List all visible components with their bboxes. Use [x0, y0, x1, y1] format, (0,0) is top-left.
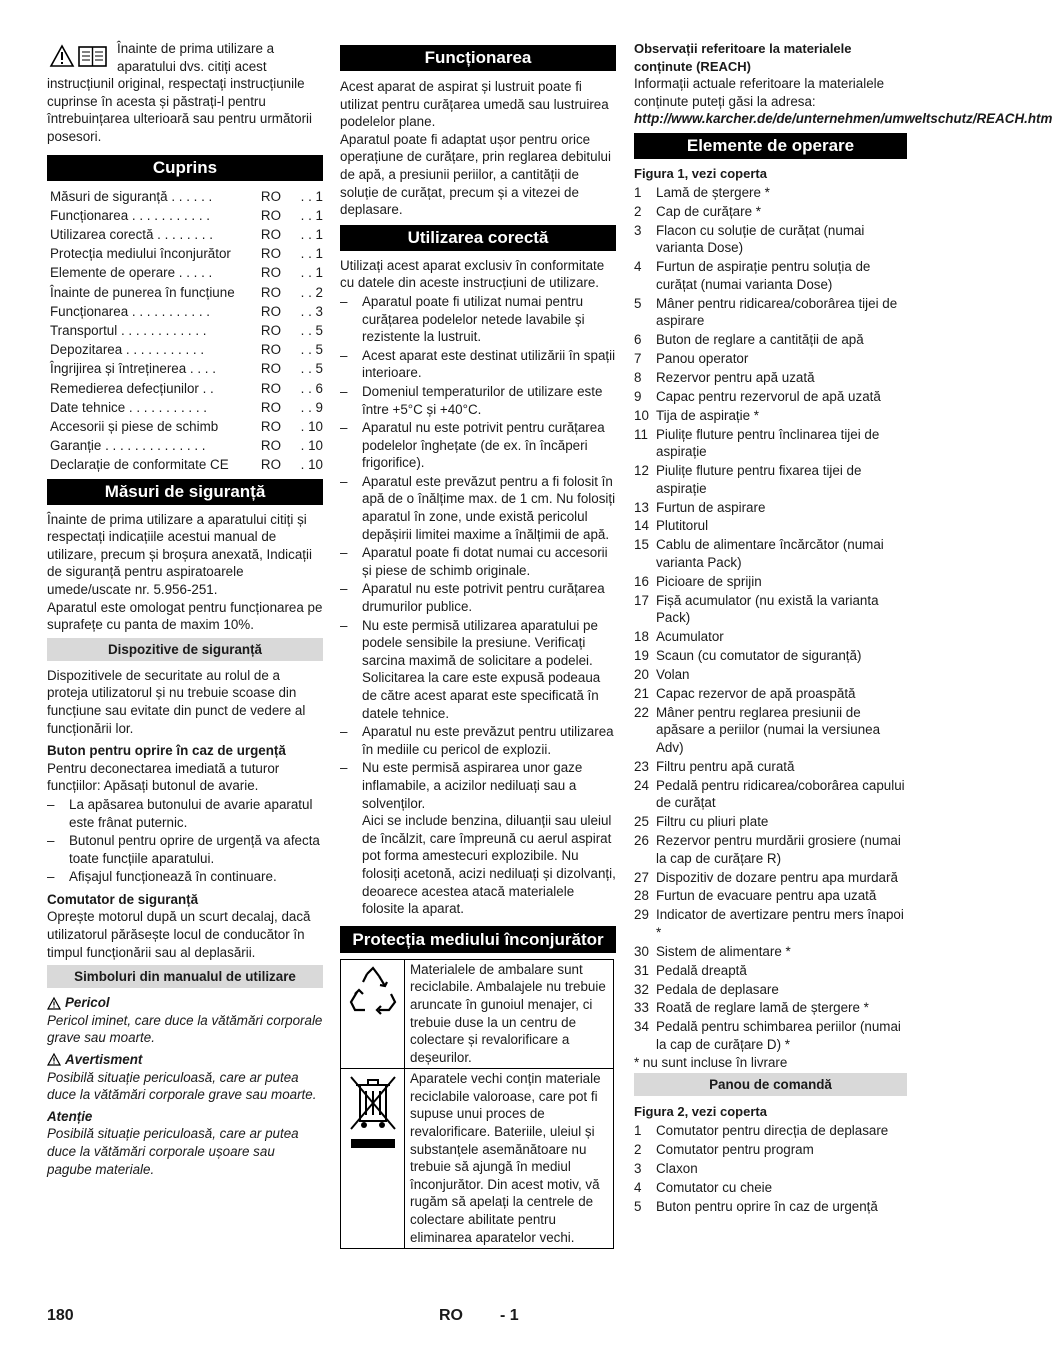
item-number: 26 [634, 833, 649, 849]
list-item [634, 331, 907, 349]
column-1 [47, 40, 323, 1178]
item-number: 16 [634, 573, 649, 589]
list-item: – Domeniul temperaturilor de utilizare este între +5°C și +40°C. [340, 383, 616, 418]
table-of-contents [47, 187, 323, 475]
item-number: 24 [634, 777, 649, 793]
footer-lang: RO [439, 1307, 463, 1324]
list-item [634, 832, 907, 867]
list-item: – Nu este permisă aspirarea unor gaze inflamabile, a acizilor nediluați sau a solvenților. [340, 759, 616, 812]
list-item [634, 499, 907, 517]
item-number: 9 [634, 388, 642, 404]
toc-lang: RO [260, 188, 281, 204]
list-item: – Butonul pentru oprire de urgență va afecta toate funcțiile aparatului. [47, 832, 323, 867]
list-item [634, 295, 907, 330]
toc-lang: RO [260, 246, 281, 262]
item-text: Buton de reglare a cantității de apă [656, 332, 864, 348]
toc-lang: RO [260, 322, 281, 338]
item-text: Furtun de evacuare pentru apa uzată [656, 888, 877, 904]
toc-page: . . 6 [300, 380, 323, 396]
table-row [341, 959, 614, 1069]
cuprins-heading: Cuprins [47, 155, 323, 181]
toc-label: Accesorii și piese de schimb [50, 419, 219, 434]
toc-page: . . 1 [300, 226, 323, 242]
list-item: – Afișajul funcționează în continuare. [47, 868, 323, 886]
list-item [634, 1122, 907, 1140]
item-text: Capac rezervor de apă proaspătă [656, 685, 856, 701]
item-number: 1 [634, 184, 642, 200]
item-number: 10 [634, 407, 649, 423]
toc-page: . . 5 [300, 322, 323, 338]
list-item [634, 1198, 907, 1216]
toc-row[interactable] [47, 283, 323, 302]
toc-page: . . 1 [300, 265, 323, 281]
protectia-table [340, 959, 614, 1250]
toc-page: . . 1 [300, 246, 323, 262]
pericol-label: Pericol [65, 995, 110, 1011]
item-text: Picioare de sprijin [656, 573, 762, 589]
item-text: Cap de curățare * [656, 203, 761, 219]
dispozitive-text: Dispozitivele de securitate au rolul de a proteja utilizatorul și nu trebuie scoase din funcțiune sau evitate din punct de vedere al funcționării lor. [47, 667, 306, 736]
list-item: – La apăsarea butonului de avarie aparatul este frânat puternic. [47, 796, 323, 831]
toc-label: Îngrijirea și întreținerea . . . . [50, 361, 216, 377]
list-item [634, 704, 907, 757]
toc-label: Funcționarea . . . . . . . . . . . [50, 303, 211, 319]
item-text: Comutator pentru direcția de deplasare [656, 1123, 889, 1139]
toc-lang: RO [260, 207, 281, 223]
list-item [634, 813, 907, 831]
item-text: Capac pentru rezervorul de apă uzată [656, 388, 881, 404]
toc-label: Elemente de operare . . . . . [50, 265, 213, 281]
intro-text: Înainte de prima utilizare a aparatului dvs. citiți acest instrucțiunil original, respectați instrucțiunile cuprinse în acesta și păstrați-l pentru întrebuințarea ulterioară sau pentru următorii posesori. [47, 41, 312, 144]
toc-lang: RO [260, 303, 281, 319]
item-text: Scaun (cu comutator de siguranță) [656, 648, 862, 664]
list-item [634, 573, 907, 591]
list-item: – Aparatul nu este potrivit pentru curățarea drumurilor publice. [340, 580, 616, 615]
item-text: Indicator de avertizare pentru mers înapoi * [656, 907, 904, 940]
toc-row[interactable] [47, 359, 323, 378]
item-text: Piulițe fluture pentru fixarea tijei de aspirație [656, 463, 862, 496]
toc-page: . . 5 [300, 361, 323, 377]
item-number: 19 [634, 648, 649, 664]
item-number: 18 [634, 629, 649, 645]
item-text: Rezervor pentru murdării grosiere (numai la cap de curățare R) [656, 833, 901, 866]
item-number: 2 [634, 1141, 642, 1157]
warning-book-icon [49, 44, 109, 68]
list-item: – Aparatul nu este potrivit pentru curățarea podelelor înghețate (de ex. în încăperi frigorifice). [340, 419, 616, 472]
item-text: Mâner pentru ridicarea/coborârea tijei de aspirare [656, 295, 898, 329]
item-number: 21 [634, 685, 649, 701]
elemente-list [634, 184, 907, 1054]
masuri-p2: Aparatul este omologat pentru funcționarea pe suprafețe cu panta de maxim 10%. [47, 599, 323, 633]
toc-label: Transportul . . . . . . . . . . . . [50, 322, 207, 338]
table-row [341, 1069, 614, 1249]
toc-label: Funcționarea . . . . . . . . . . . [50, 207, 211, 223]
item-number: 3 [634, 222, 642, 238]
item-text: Filtru cu pliuri plate [656, 814, 769, 830]
item-number: 4 [634, 1179, 642, 1195]
toc-label: Remedierea defecțiunilor . . [50, 380, 214, 396]
masuri-heading: Măsuri de siguranță [47, 479, 323, 505]
item-text: Pedală pentru ridicarea/coborârea capului de curățat [656, 777, 905, 811]
toc-lang: RO [260, 380, 281, 396]
list-item [634, 758, 907, 776]
item-number: 30 [634, 943, 649, 959]
item-number: 23 [634, 758, 649, 774]
list-item [634, 258, 907, 293]
list-item [634, 962, 907, 980]
list-item [634, 203, 907, 221]
list-item: – Aparatul poate fi dotat numai cu accesorii și piese de schimb originale. [340, 544, 616, 579]
comutator-heading: Comutator de siguranță [47, 891, 199, 907]
toc-row[interactable] [47, 379, 323, 398]
recycle-icon [347, 966, 399, 1016]
item-number: 14 [634, 518, 649, 534]
toc-label: Date tehnice . . . . . . . . . . . [50, 399, 208, 415]
toc-page: . . 1 [300, 207, 323, 223]
panou-heading: Panou de comandă [634, 1073, 907, 1096]
list-item: – Acest aparat este destinat utilizării în spații interioare. [340, 347, 616, 382]
toc-lang: RO [260, 265, 281, 281]
item-number: 5 [634, 295, 642, 311]
list-item [634, 869, 907, 887]
avertisment-heading [47, 1051, 323, 1069]
item-text: Panou operator [656, 350, 749, 366]
toc-page: . 10 [300, 438, 323, 454]
list-item [634, 1160, 907, 1178]
item-text: Volan [656, 666, 690, 682]
item-text: Plutitorul [656, 518, 709, 534]
list-item [634, 943, 907, 961]
atentie-text: Posibilă situație periculoasă, care ar putea duce la vătămări corporale ușoare sau pagube materiale. [47, 1126, 299, 1177]
reach-text: Informații actuale referitoare la materialele conținute puteți găsi la adresa: [634, 76, 885, 109]
item-text: Pedala de deplasare [656, 981, 779, 997]
toc-label: Declarație de conformitate CE [50, 457, 229, 473]
item-number: 28 [634, 888, 649, 904]
toc-lang: RO [260, 342, 281, 358]
list-item [634, 462, 907, 497]
item-text: Pedală pentru schimbarea periilor (numai la cap de curățare D) * [656, 1019, 901, 1052]
item-number: 29 [634, 907, 649, 923]
item-number: 11 [634, 426, 648, 442]
item-number: 17 [634, 592, 649, 608]
reach-heading: Observații referitoare la materialele conținute (REACH) [634, 41, 852, 74]
item-text: Furtun de aspirație pentru soluția de curățat (numai varianta Dose) [656, 259, 871, 292]
item-text: Buton pentru oprire în caz de urgență [656, 1198, 878, 1214]
utilizarea-list [340, 293, 616, 812]
item-text: Mâner pentru reglarea presiunii de apăsare a periilor (numai la versiunea Adv) [656, 704, 881, 755]
toc-page: . 10 [300, 457, 323, 473]
item-text: Roată de reglare lamă de ștergere * [656, 1000, 869, 1016]
list-item [634, 592, 907, 627]
toc-label: Măsuri de siguranță . . . . . . [50, 188, 213, 204]
item-text: Lamă de ștergere * [656, 184, 770, 200]
crossed-bin-icon [347, 1075, 399, 1151]
list-item [634, 536, 907, 571]
toc-lang: RO [260, 438, 281, 454]
item-text: Filtru pentru apă curată [656, 758, 795, 774]
list-item [634, 887, 907, 905]
toc-row[interactable] [47, 244, 323, 263]
crossed-bin-text: Aparatele vechi conțin materiale reciclabile valoroase, care pot fi supuse unui proces de revalorificare. Bateriile, uleiul și substanțele asemănătoare nu trebuie să ajungă în mediul înconjurător. Din acest motiv, vă rugăm să apelați la centrele de colectare abilitate pentru eliminarea aparatelor vechi. [405, 1069, 614, 1249]
warning-triangle-icon [47, 1053, 61, 1066]
toc-row[interactable] [47, 398, 323, 417]
buton-urgenta-text: Pentru deconectarea imediată a tuturor funcțiilor: Apăsați butonul de avarie. [47, 760, 280, 794]
toc-row[interactable] [47, 263, 323, 282]
item-number: 3 [634, 1160, 642, 1176]
item-number: 8 [634, 369, 642, 385]
toc-row[interactable] [47, 302, 323, 321]
elemente-heading: Elemente de operare [634, 133, 907, 159]
toc-lang: RO [260, 226, 281, 242]
list-item [634, 1141, 907, 1159]
toc-label: Utilizarea corectă . . . . . . . . [50, 226, 213, 242]
list-item [634, 388, 907, 406]
elemente-note: * nu sunt incluse în livrare [634, 1054, 788, 1070]
list-item [634, 685, 907, 703]
toc-row[interactable] [47, 436, 323, 455]
item-text: Tija de aspirație * [656, 407, 759, 423]
toc-lang: RO [260, 284, 281, 300]
reach-link[interactable]: http://www.karcher.de/de/unternehmen/umweltschutz/REACH.htm [634, 111, 1052, 127]
item-number: 20 [634, 666, 649, 682]
toc-row[interactable] [47, 417, 323, 436]
item-text: Comutator pentru program [656, 1141, 814, 1157]
item-number: 22 [634, 704, 649, 720]
list-item: – Nu este permisă utilizarea aparatului pe podele sensibile la presiune. Verificați sarcina maximă de solicitare a podelei. Solicitarea la care este expusă podeaua de către acest aparat este specificată în datele tehnice. [340, 617, 616, 723]
list-item [634, 777, 907, 812]
toc-label: Înainte de punerea în funcțiune [50, 284, 235, 300]
toc-lang: RO [260, 361, 281, 377]
list-item [634, 981, 907, 999]
functionarea-p2: Aparatul poate fi adaptat ușor pentru orice operațiune de curățare, prin reglarea debitului de apă, a presiunii periilor, a cantității de soluție de curățat, precum și a vitezei de deplasare. [340, 131, 611, 218]
atentie-label: Atenție [47, 1108, 93, 1124]
list-item [634, 1179, 907, 1197]
toc-page: . . 9 [300, 399, 323, 415]
item-number: 32 [634, 981, 649, 997]
toc-lang: RO [260, 399, 281, 415]
item-text: Pedală dreaptă [656, 962, 747, 978]
item-text: Fișă acumulator (nu există la varianta Pack) [656, 592, 879, 626]
toc-label: Depozitarea . . . . . . . . . . . [50, 342, 205, 358]
comutator-text: Oprește motorul după un scurt decalaj, dacă utilizatorul părăsește locul de conducător în timpul funcționării sau al deplasării. [47, 909, 311, 960]
toc-lang: RO [260, 419, 281, 434]
toc-label: Garanție . . . . . . . . . . . . . . [50, 438, 206, 454]
toc-row[interactable] [47, 455, 323, 474]
footer-sub-number: - 1 [500, 1307, 519, 1324]
item-text: Cablu de alimentare încărcător (numai varianta Pack) [656, 537, 884, 570]
toc-row[interactable] [47, 206, 323, 225]
list-item [634, 222, 907, 257]
toc-label: Protecția mediului înconjurător [50, 246, 231, 262]
protectia-heading: Protecția mediului înconjurător [340, 926, 616, 953]
list-item [634, 1018, 907, 1053]
column-2 [340, 45, 616, 1249]
item-number: 13 [634, 499, 649, 515]
item-number: 5 [634, 1198, 642, 1214]
item-number: 33 [634, 1000, 649, 1016]
item-number: 2 [634, 203, 642, 219]
list-item [634, 628, 907, 646]
pericol-heading [47, 994, 323, 1012]
panou-figure-ref: Figura 2, vezi coperta [634, 1104, 767, 1120]
item-text: Claxon [656, 1160, 698, 1176]
avertisment-label: Avertisment [65, 1052, 143, 1068]
list-item [634, 666, 907, 684]
item-number: 12 [634, 463, 649, 479]
list-item [634, 184, 907, 202]
pericol-text: Pericol iminet, care duce la vătămări corporale grave sau moarte. [47, 1012, 323, 1046]
toc-page: . . 5 [300, 342, 323, 358]
item-text: Acumulator [656, 629, 724, 645]
toc-page: . . 3 [300, 303, 323, 319]
warning-triangle-icon [47, 997, 61, 1010]
list-item [634, 517, 907, 535]
list-item [634, 999, 907, 1017]
list-item [634, 426, 907, 461]
toc-row[interactable] [47, 321, 323, 340]
toc-row[interactable] [47, 225, 323, 244]
item-number: 34 [634, 1019, 649, 1035]
item-number: 31 [634, 962, 649, 978]
item-text: Dispozitiv de dozare pentru apa murdară [656, 869, 898, 885]
elemente-figure-ref: Figura 1, vezi coperta [634, 165, 767, 181]
utilizarea-p-last: Aici se include benzina, diluanții sau uleiul de încălzit, care împreună cu aerul aspirat pot forma amestecuri explozibile. Nu folosiți acetonă, acizi nediluați și dizolvanți, deoarece acestea atacă materialele folosite la aparat. [362, 813, 616, 917]
toc-lang: RO [260, 457, 281, 473]
masuri-p1: Înainte de prima utilizare a aparatului citiți și respectați indicațiile acestui manual de utilizare, precum și broșura anexată, Indicații de siguranță pentru aspiratoarele umede/uscate nr. 5.956-251. [47, 511, 312, 597]
list-item [634, 407, 907, 425]
item-number: 1 [634, 1123, 642, 1139]
item-number: 27 [634, 869, 649, 885]
intro-block [47, 40, 323, 146]
functionarea-p1: Acest aparat de aspirat și lustruit poate fi utilizat pentru curățarea umedă sau lustruirea podelelor plane. [340, 79, 609, 130]
list-item: – Aparatul poate fi utilizat numai pentru curățarea podelelor netede lavabile și rezistente la lustruit. [340, 293, 616, 346]
item-number: 15 [634, 537, 649, 553]
column-3 [634, 40, 1052, 1215]
item-text: Comutator cu cheie [656, 1179, 773, 1195]
simboluri-heading: Simboluri din manualul de utilizare [47, 965, 323, 988]
item-text: Sistem de alimentare * [656, 943, 791, 959]
page-number: 180 [47, 1307, 74, 1324]
item-text: Furtun de aspirare [656, 499, 766, 515]
toc-row[interactable] [47, 187, 323, 206]
item-number: 6 [634, 332, 642, 348]
utilizarea-p1: Utilizați acest aparat exclusiv în conformitate cu datele din aceste instrucțiuni de utilizare. [340, 257, 605, 291]
avertisment-text: Posibilă situație periculoasă, care ar putea duce la vătămări corporale grave sau moarte. [47, 1069, 317, 1103]
list-item: – Aparatul este prevăzut pentru a fi folosit în apă de o înălțime max. de 1 cm. Nu folosiți aparatul în zone, unde există pericolul depășirii limitei maxime a înălțimii de apă. [340, 473, 616, 543]
item-text: Piulițe fluture pentru înclinarea tijei de aspirație [656, 426, 880, 460]
toc-page: . . 1 [300, 188, 323, 204]
item-number: 25 [634, 814, 649, 830]
list-item [634, 647, 907, 665]
item-number: 7 [634, 350, 642, 366]
list-item [634, 369, 907, 387]
list-item [634, 350, 907, 368]
toc-page: . . 2 [300, 284, 323, 300]
item-text: Flacon cu soluție de curățat (numai varianta Dose) [656, 222, 865, 256]
list-item: – Aparatul nu este prevăzut pentru utilizarea în mediile cu pericol de explozii. [340, 723, 616, 758]
panou-list [634, 1122, 907, 1215]
dispozitive-heading: Dispozitive de siguranță [47, 638, 323, 661]
list-item [634, 906, 907, 941]
utilizarea-heading: Utilizarea corectă [340, 225, 616, 251]
buton-urgenta-heading: Buton pentru oprire în caz de urgență [47, 743, 286, 759]
recycle-text: Materialele de ambalare sunt reciclabile. Ambalajele nu trebuie aruncate în gunoiul menajer, ci trebuie duse la un centru de colectare și revalorificare a deșeurilor. [405, 959, 614, 1069]
toc-row[interactable] [47, 340, 323, 359]
functionarea-heading: Funcționarea [340, 45, 616, 71]
item-text: Rezervor pentru apă uzată [656, 369, 815, 385]
toc-page: . 10 [300, 419, 323, 434]
item-number: 4 [634, 259, 642, 275]
